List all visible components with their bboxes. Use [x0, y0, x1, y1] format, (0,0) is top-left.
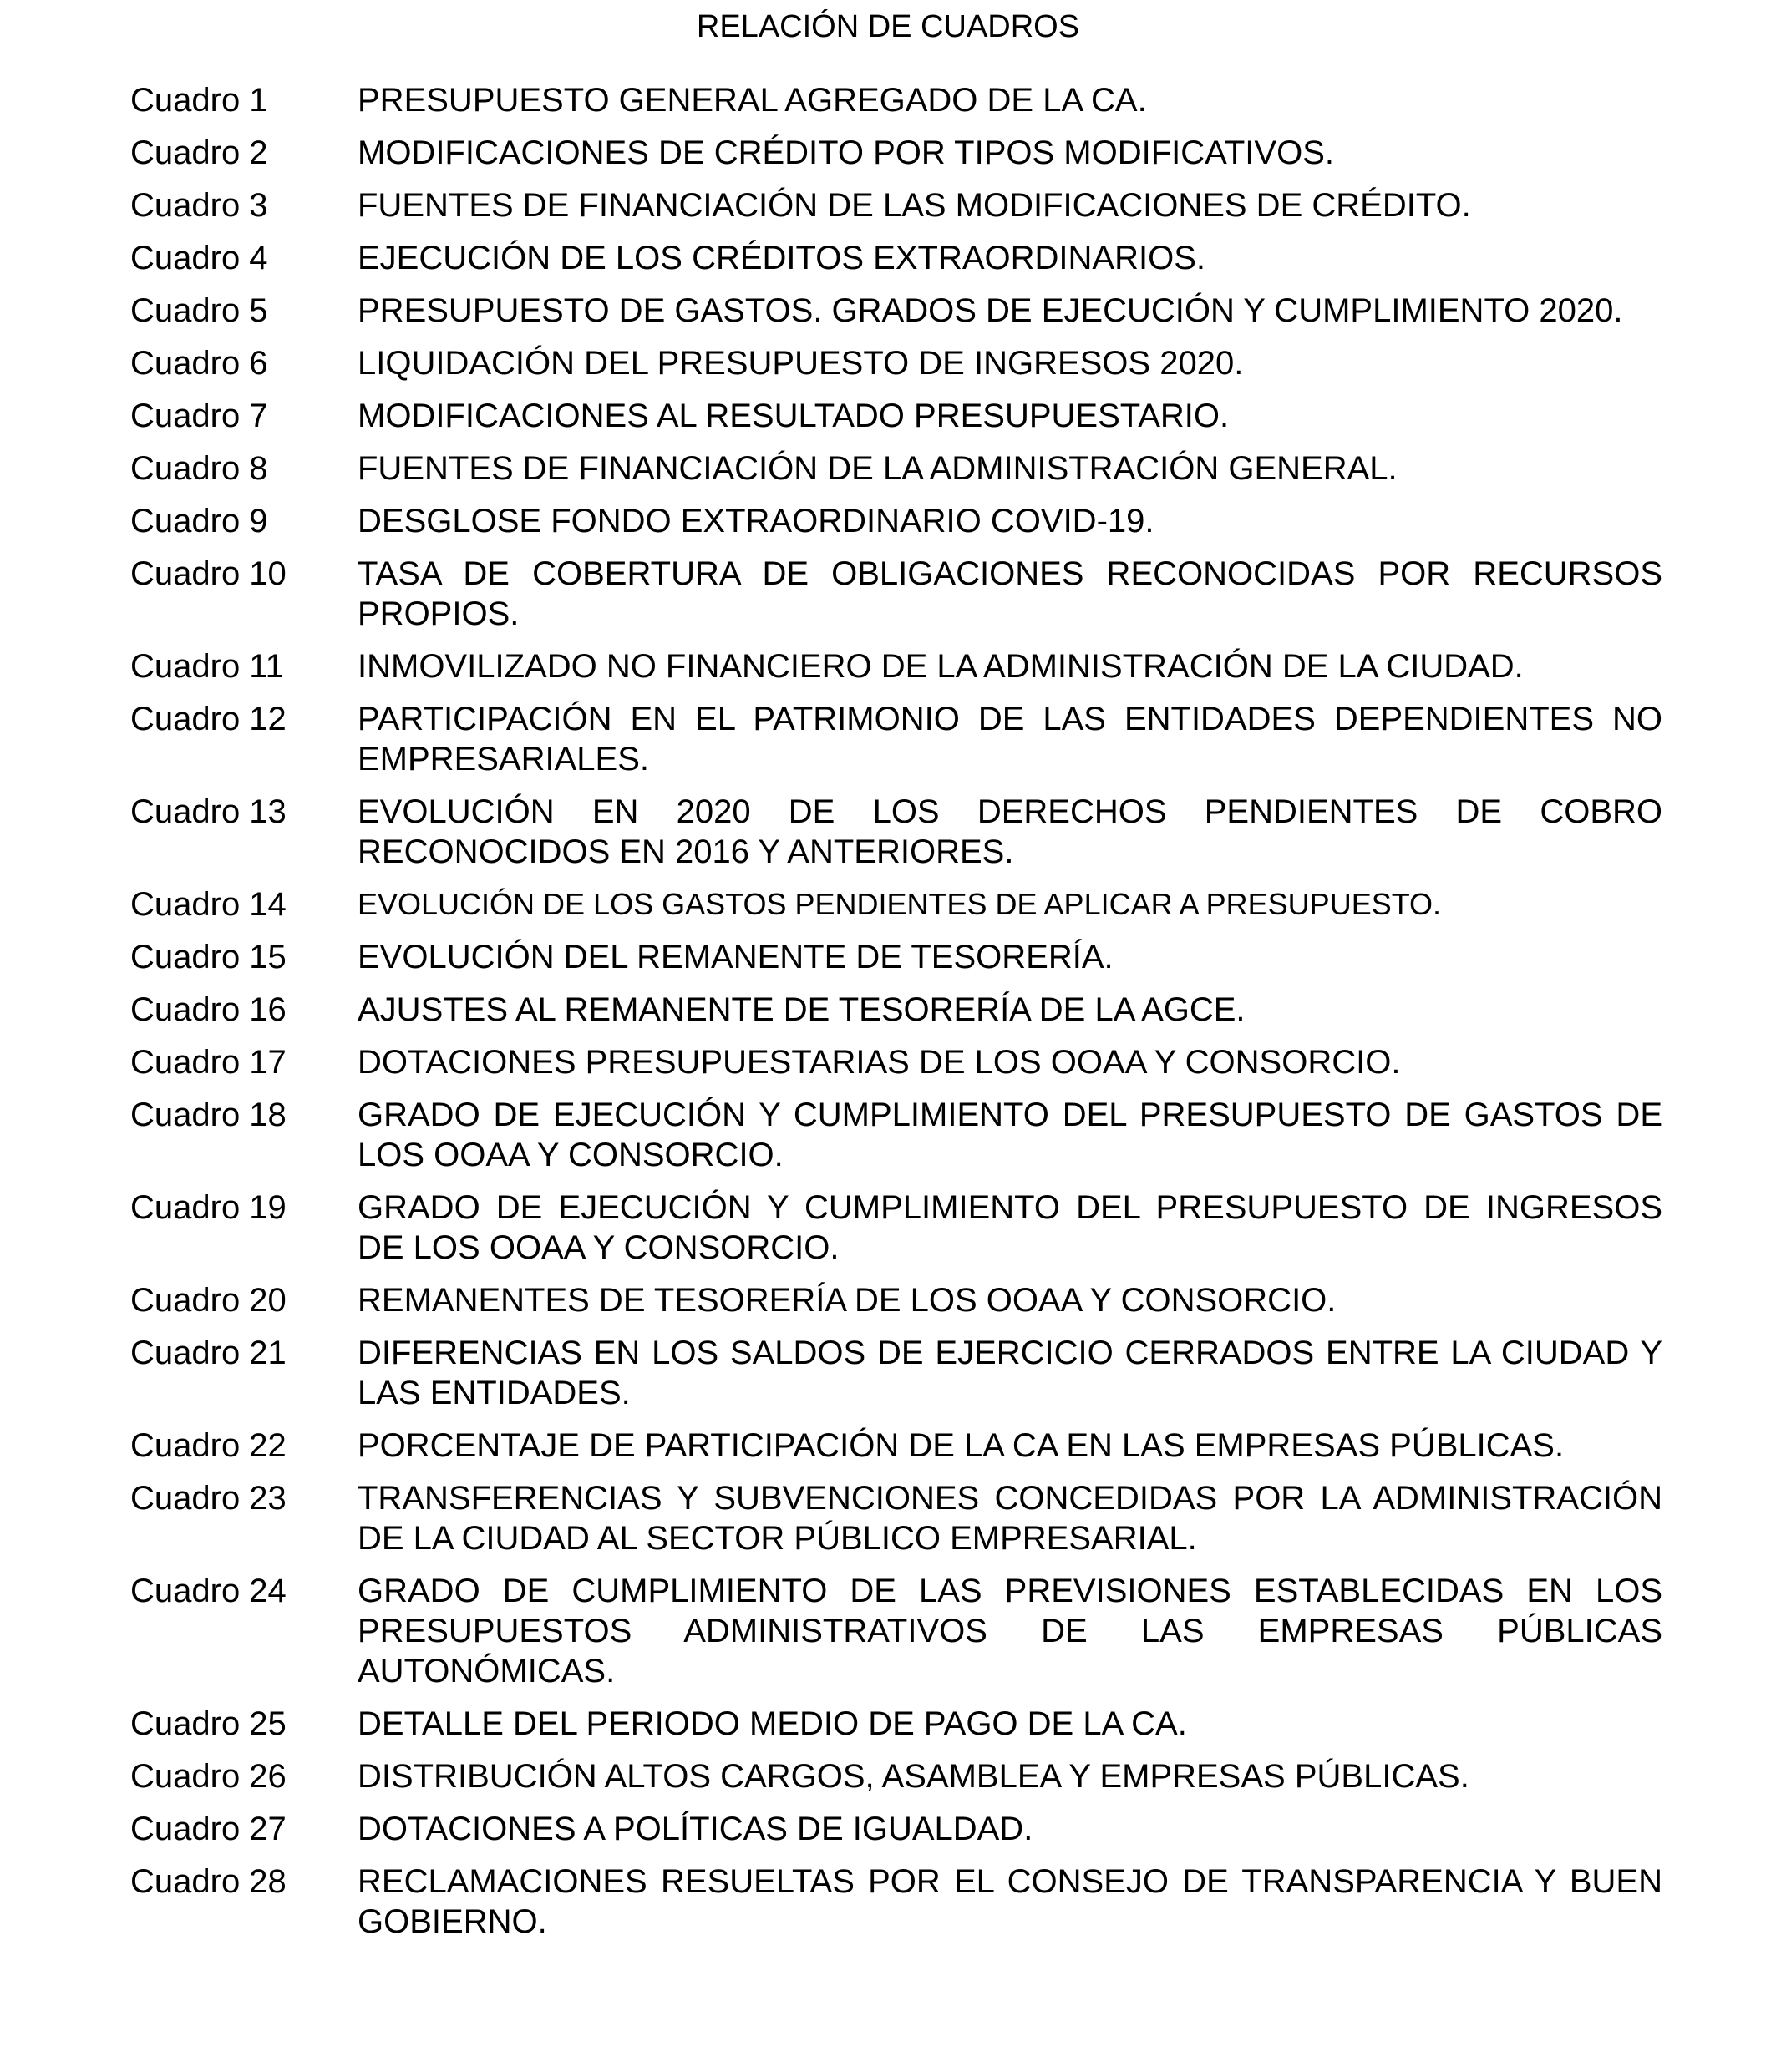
list-item — [130, 792, 1662, 872]
list-item — [130, 1280, 1662, 1320]
list-item — [130, 448, 1662, 489]
entry-title: RECLAMACIONES RESUELTAS POR EL CONSEJO DE TRANSPARENCIA Y BUEN GOBIERNO. — [358, 1863, 1662, 1940]
list-item — [130, 937, 1662, 977]
entry-title: GRADO DE EJECUCIÓN Y CUMPLIMIENTO DEL PRESUPUESTO DE GASTOS DE LOS OOAA Y CONSORCIO. — [358, 1097, 1662, 1173]
entry-title: FUENTES DE FINANCIACIÓN DE LAS MODIFICACIONES DE CRÉDITO. — [358, 187, 1471, 224]
table-list — [130, 80, 1662, 1954]
entry-title: EVOLUCIÓN EN 2020 DE LOS DERECHOS PENDIENTES DE COBRO RECONOCIDOS EN 2016 Y ANTERIORES. — [358, 793, 1662, 870]
entry-title: DISTRIBUCIÓN ALTOS CARGOS, ASAMBLEA Y EMPRESAS PÚBLICAS. — [358, 1758, 1469, 1795]
entry-number: Cuadro 1 — [130, 82, 268, 119]
entry-title: DIFERENCIAS EN LOS SALDOS DE EJERCICIO CERRADOS ENTRE LA CIUDAD Y LAS ENTIDADES. — [358, 1335, 1662, 1411]
list-item — [130, 1478, 1662, 1558]
entry-title: LIQUIDACIÓN DEL PRESUPUESTO DE INGRESOS 2020. — [358, 345, 1244, 382]
list-item — [130, 80, 1662, 120]
entry-number: Cuadro 13 — [130, 793, 287, 830]
entry-title: FUENTES DE FINANCIACIÓN DE LA ADMINISTRACIÓN GENERAL. — [358, 450, 1398, 487]
list-item — [130, 1862, 1662, 1942]
entry-number: Cuadro 14 — [130, 886, 287, 923]
entry-number: Cuadro 6 — [130, 345, 268, 382]
list-item — [130, 1704, 1662, 1744]
list-item — [130, 501, 1662, 541]
entry-number: Cuadro 8 — [130, 450, 268, 487]
entry-number: Cuadro 18 — [130, 1097, 287, 1133]
list-item — [130, 1333, 1662, 1413]
entry-number: Cuadro 12 — [130, 701, 287, 737]
list-item — [130, 884, 1662, 925]
entry-title: MODIFICACIONES AL RESULTADO PRESUPUESTARIO. — [358, 398, 1230, 434]
entry-number: Cuadro 19 — [130, 1189, 287, 1226]
entry-number: Cuadro 10 — [130, 555, 287, 592]
list-item — [130, 1571, 1662, 1691]
list-item — [130, 1095, 1662, 1175]
entry-title: PORCENTAJE DE PARTICIPACIÓN DE LA CA EN LAS EMPRESAS PÚBLICAS. — [358, 1427, 1565, 1464]
entry-title: PRESUPUESTO GENERAL AGREGADO DE LA CA. — [358, 82, 1147, 119]
entry-number: Cuadro 25 — [130, 1705, 287, 1742]
entry-title: AJUSTES AL REMANENTE DE TESORERÍA DE LA AGCE. — [358, 991, 1246, 1028]
list-item — [130, 699, 1662, 779]
list-item — [130, 1426, 1662, 1466]
list-item — [130, 291, 1662, 331]
list-item — [130, 990, 1662, 1030]
page-title: RELACIÓN DE CUADROS — [696, 9, 1080, 44]
list-item — [130, 554, 1662, 634]
entry-title: PRESUPUESTO DE GASTOS. GRADOS DE EJECUCIÓN Y CUMPLIMIENTO 2020. — [358, 292, 1623, 329]
entry-title: TASA DE COBERTURA DE OBLIGACIONES RECONOCIDAS POR RECURSOS PROPIOS. — [358, 555, 1662, 632]
entry-number: Cuadro 9 — [130, 503, 268, 540]
entry-title: GRADO DE CUMPLIMIENTO DE LAS PREVISIONES ESTABLECIDAS EN LOS PRESUPUESTOS ADMINISTRATIVOS DE LAS EMPRESAS PÚBLICAS AUTONÓMICAS. — [358, 1573, 1662, 1690]
entry-title: INMOVILIZADO NO FINANCIERO DE LA ADMINISTRACIÓN DE LA CIUDAD. — [358, 648, 1524, 685]
list-item — [130, 185, 1662, 225]
entry-number: Cuadro 22 — [130, 1427, 287, 1464]
list-item — [130, 238, 1662, 278]
entry-title: EVOLUCIÓN DEL REMANENTE DE TESORERÍA. — [358, 939, 1114, 975]
entry-number: Cuadro 5 — [130, 292, 268, 329]
entry-title: TRANSFERENCIAS Y SUBVENCIONES CONCEDIDAS POR LA ADMINISTRACIÓN DE LA CIUDAD AL SECTOR PÚBLICO EMPRESARIAL. — [358, 1480, 1662, 1557]
entry-number: Cuadro 7 — [130, 398, 268, 434]
entry-title: PARTICIPACIÓN EN EL PATRIMONIO DE LAS ENTIDADES DEPENDIENTES NO EMPRESARIALES. — [358, 701, 1662, 778]
entry-title: DESGLOSE FONDO EXTRAORDINARIO COVID-19. — [358, 503, 1154, 540]
entry-number: Cuadro 27 — [130, 1811, 287, 1847]
list-item — [130, 1042, 1662, 1082]
entry-title: DOTACIONES A POLÍTICAS DE IGUALDAD. — [358, 1811, 1033, 1847]
entry-number: Cuadro 20 — [130, 1282, 287, 1319]
list-item — [130, 396, 1662, 436]
entry-title: DETALLE DEL PERIODO MEDIO DE PAGO DE LA CA. — [358, 1705, 1187, 1742]
list-item — [130, 646, 1662, 686]
entry-number: Cuadro 17 — [130, 1044, 287, 1081]
entry-title: REMANENTES DE TESORERÍA DE LOS OOAA Y CONSORCIO. — [358, 1282, 1337, 1319]
entry-title: GRADO DE EJECUCIÓN Y CUMPLIMIENTO DEL PRESUPUESTO DE INGRESOS DE LOS OOAA Y CONSORCIO. — [358, 1189, 1662, 1266]
entry-number: Cuadro 26 — [130, 1758, 287, 1795]
list-item — [130, 1809, 1662, 1849]
entry-number: Cuadro 28 — [130, 1863, 287, 1900]
entry-number: Cuadro 23 — [130, 1480, 287, 1517]
entry-number: Cuadro 24 — [130, 1573, 287, 1609]
entry-title: DOTACIONES PRESUPUESTARIAS DE LOS OOAA Y CONSORCIO. — [358, 1044, 1401, 1081]
entry-number: Cuadro 16 — [130, 991, 287, 1028]
entry-number: Cuadro 4 — [130, 240, 268, 276]
entry-number: Cuadro 2 — [130, 134, 268, 171]
entry-title: EVOLUCIÓN DE LOS GASTOS PENDIENTES DE APLICAR A PRESUPUESTO. — [358, 887, 1442, 921]
entry-number: Cuadro 21 — [130, 1335, 287, 1371]
entry-number: Cuadro 15 — [130, 939, 287, 975]
entry-number: Cuadro 3 — [130, 187, 268, 224]
list-item — [130, 343, 1662, 383]
entry-number: Cuadro 11 — [130, 648, 284, 685]
entry-title: EJECUCIÓN DE LOS CRÉDITOS EXTRAORDINARIOS. — [358, 240, 1205, 276]
list-item — [130, 133, 1662, 173]
list-item — [130, 1188, 1662, 1268]
entry-title: MODIFICACIONES DE CRÉDITO POR TIPOS MODIFICATIVOS. — [358, 134, 1335, 171]
list-item — [130, 1756, 1662, 1796]
